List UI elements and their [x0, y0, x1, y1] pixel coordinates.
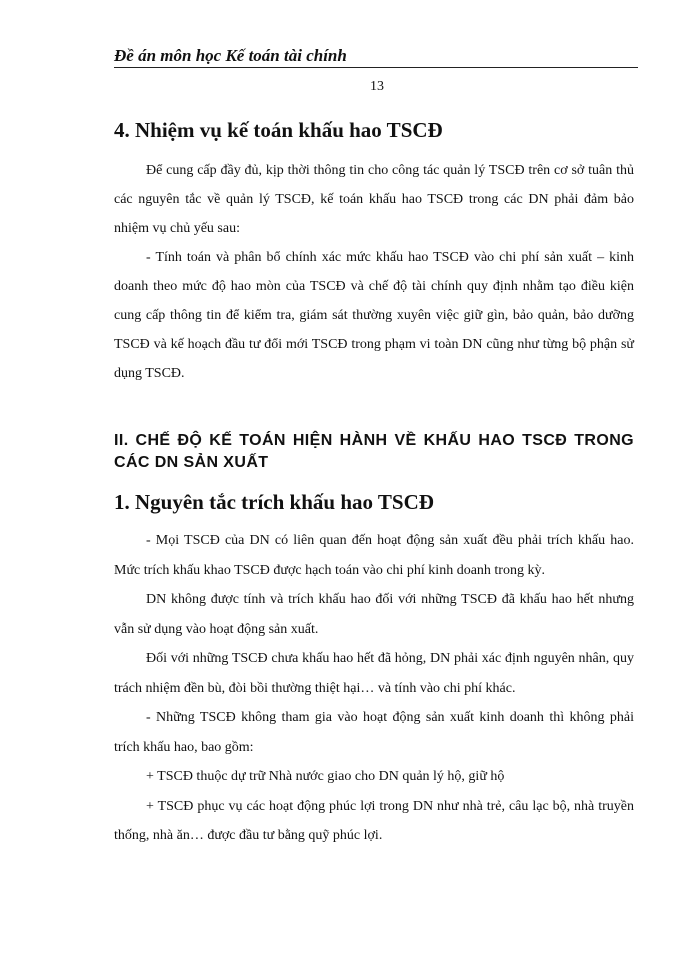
running-header-title: Đề án môn học Kế toán tài chính [114, 46, 347, 65]
paragraph: DN không được tính và trích khấu hao đối với những TSCĐ đã khấu hao hết nhưng vẫn sử dụng vào hoạt động sản xuất. [114, 592, 634, 637]
paragraph: - Những TSCĐ không tham gia vào hoạt động sản xuất kinh doanh thì không phải trích khấu hao, bao gồm: [114, 710, 634, 755]
chapter-2-title: II. CHẾ ĐỘ KẾ TOÁN HIỆN HÀNH VỀ KHẤU HAO TSCĐ TRONG CÁC DN SẢN XUẤT [114, 432, 634, 471]
paragraph: Đối với những TSCĐ chưa khấu hao hết đã hỏng, DN phải xác định nguyên nhân, quy trách nhiệm đền bù, đòi bồi thường thiệt hại… và tính vào chi phí khác. [114, 651, 634, 696]
paragraph: - Tính toán và phân bổ chính xác mức khấu hao TSCĐ vào chi phí sản xuất – kinh doanh theo mức độ hao mòn của TSCĐ và chế độ tài chính quy định nhằm tạo điều kiện cung cấp thông tin để kiểm tra, giám sát thường xuyên việc giữ gìn, bảo quản, bảo dưỡng TSCĐ và kế hoạch đầu tư đổi mới TSCĐ trong phạm vi toàn DN cũng như từng bộ phận sử dụng TSCĐ. [114, 250, 634, 381]
section-4-title: 4. Nhiệm vụ kế toán khấu hao TSCĐ [114, 118, 443, 142]
header-divider [114, 67, 638, 68]
page-content [114, 116, 634, 851]
paragraph: - Mọi TSCĐ của DN có liên quan đến hoạt động sản xuất đều phải trích khấu hao. Mức trích khấu khao TSCĐ được hạch toán vào chi phí kinh doanh trong kỳ. [114, 533, 634, 578]
paragraph: Để cung cấp đầy đủ, kịp thời thông tin cho công tác quản lý TSCĐ trên cơ sở tuân thủ các nguyên tắc về quản lý TSCĐ, kế toán khấu hao TSCĐ trong các DN phải đảm bảo nhiệm vụ chủ yếu sau: [114, 163, 634, 236]
section-4-body [114, 156, 634, 388]
paragraph: + TSCĐ thuộc dự trữ Nhà nước giao cho DN quản lý hộ, giữ hộ [146, 769, 505, 784]
section-1-body [114, 526, 634, 851]
page-number: 13 [370, 79, 384, 94]
section-1-title: 1. Nguyên tắc trích khấu hao TSCĐ [114, 490, 434, 514]
paragraph: + TSCĐ phục vụ các hoạt động phúc lợi trong DN như nhà trẻ, câu lạc bộ, nhà truyền thống, nhà ăn… được đầu tư bằng quỹ phúc lợi. [114, 798, 634, 843]
